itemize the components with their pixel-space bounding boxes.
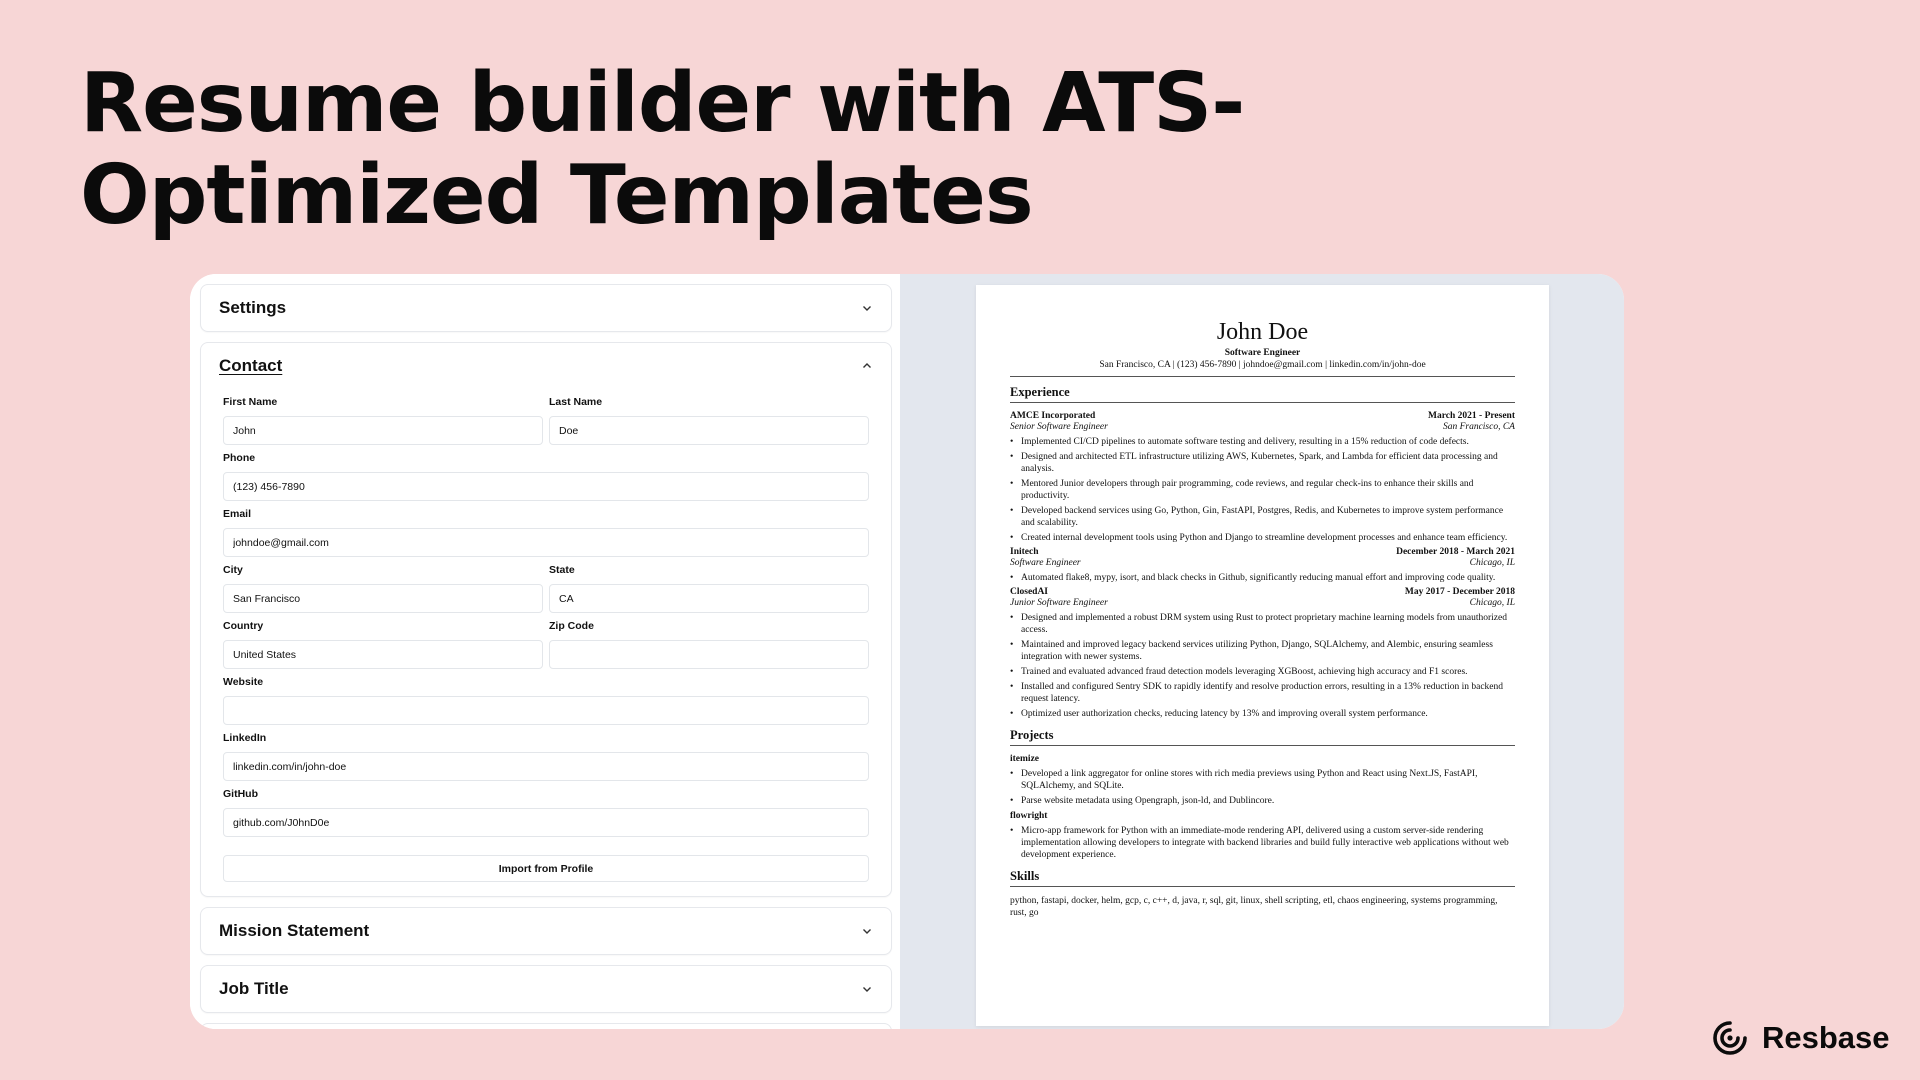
resume-bullet (1010, 666, 1515, 678)
experience-heading: Experience (1010, 385, 1070, 399)
resume-name: John Doe (1216, 319, 1309, 345)
resume-bullet (1010, 768, 1515, 792)
bullet-text: Designed and architected ETL infrastructure utilizing AWS, Kubernetes, Spark, and Lambda for efficient data processing and analysis. (1021, 452, 1498, 474)
zip-code-input[interactable] (549, 640, 869, 669)
bullet-text: Created internal development tools using Python and Django to streamline development processes and enhance team efficiency. (1021, 533, 1508, 543)
email-input[interactable] (223, 528, 869, 557)
job-title-section (200, 965, 892, 1013)
city-input[interactable] (223, 584, 543, 613)
experience-list (1010, 411, 1515, 720)
bullet-icon: • (1010, 796, 1014, 806)
resume-bullet (1010, 708, 1515, 720)
projects-list (1010, 754, 1515, 861)
bullet-icon: • (1010, 506, 1014, 516)
linkedin-label: LinkedIn (223, 732, 267, 744)
contact-section-header[interactable] (201, 343, 891, 389)
bullet-icon: • (1010, 709, 1014, 719)
resume-bullet (1010, 505, 1515, 529)
country-input[interactable] (223, 640, 543, 669)
import-from-profile-button[interactable]: Import from Profile (223, 855, 869, 882)
resume-bullet (1010, 532, 1515, 544)
resbase-logo-icon (1712, 1020, 1748, 1056)
job-dates: December 2018 - March 2021 (1396, 547, 1515, 557)
bullet-icon: • (1010, 667, 1014, 677)
city-label: City (223, 564, 243, 576)
bullet-text: Automated flake8, mypy, isort, and black checks in Github, significantly reducing manual effort and improving code quality. (1021, 573, 1496, 583)
skills-heading: Skills (1010, 869, 1040, 883)
last-name-label: Last Name (549, 396, 603, 408)
bullet-icon: • (1010, 769, 1014, 779)
bullet-icon: • (1010, 479, 1014, 489)
bullet-text: Developed backend services using Go, Python, Gin, FastAPI, Postgres, Redis, and Kubernetes to improve system performance and scalability. (1021, 506, 1504, 528)
state-label: State (549, 564, 575, 576)
settings-section (200, 284, 892, 332)
projects-heading: Projects (1010, 728, 1054, 742)
bullet-icon: • (1010, 573, 1014, 583)
bullet-text: Mentored Junior developers through pair programming, code reviews, and regular check-ins to enhance their skills and productivity. (1021, 479, 1474, 501)
chevron-down-icon (859, 981, 875, 997)
country-label: Country (223, 620, 264, 632)
job-subheader (1010, 558, 1515, 569)
bullet-icon: • (1010, 826, 1014, 836)
resume-bullet (1010, 572, 1515, 584)
skills-text: python, fastapi, docker, helm, gcp, c, c++, d, java, r, sql, git, linux, shell scripting, etl, chaos engineering, systems programming, rust, go (1010, 896, 1498, 918)
settings-section-title: Settings (219, 298, 287, 317)
project-name: itemize (1010, 754, 1040, 764)
job-dates: March 2021 - Present (1428, 411, 1515, 421)
bullet-text: Developed a link aggregator for online stores with rich media previews using Python and React using Next.JS, FastAPI, SQLAlchemy, and SQLite. (1021, 769, 1478, 791)
resume-bullet (1010, 478, 1515, 502)
website-label: Website (223, 676, 264, 688)
job-role: Software Engineer (1010, 558, 1081, 568)
bullet-text: Designed and implemented a robust DRM system using Rust to protect proprietary machine learning models from unauthorized access. (1021, 613, 1507, 635)
chevron-down-icon (859, 300, 875, 316)
resume-bullet (1010, 436, 1515, 448)
phone-label: Phone (223, 452, 256, 464)
job-location: Chicago, IL (1469, 558, 1515, 568)
bullet-text: Optimized user authorization checks, reducing latency by 13% and improving overall system performance. (1021, 709, 1428, 719)
job-header (1010, 411, 1515, 422)
last-name-input[interactable] (549, 416, 869, 445)
bullet-text: Installed and configured Sentry SDK to rapidly identify and resolve production errors, resulting in a 13% reduction in backend request latency. (1021, 682, 1503, 704)
job-company: ClosedAI (1010, 587, 1049, 597)
app-window (190, 274, 1624, 1029)
brand-name: Resbase (1762, 1020, 1890, 1055)
job-company: AMCE Incorporated (1010, 411, 1096, 421)
github-input[interactable] (223, 808, 869, 837)
resume-bullet (1010, 451, 1515, 475)
job-company: Initech (1010, 547, 1039, 557)
contact-form (201, 389, 891, 896)
divider (1010, 886, 1515, 887)
github-label: GitHub (223, 788, 258, 800)
website-input[interactable] (223, 696, 869, 725)
job-location: Chicago, IL (1469, 598, 1515, 608)
phone-input[interactable] (223, 472, 869, 501)
bullet-icon: • (1010, 613, 1014, 623)
job-role: Senior Software Engineer (1010, 422, 1108, 432)
chevron-up-icon (859, 358, 875, 374)
resume-bullet (1010, 639, 1515, 663)
bullet-text: Implemented CI/CD pipelines to automate software testing and delivery, resulting in a 15% reduction of code defects. (1021, 437, 1469, 447)
zip-code-label: Zip Code (549, 620, 594, 632)
job-header (1010, 587, 1515, 598)
job-location: San Francisco, CA (1442, 422, 1515, 432)
job-subheader (1010, 422, 1515, 433)
state-input[interactable] (549, 584, 869, 613)
project-name: flowright (1010, 811, 1048, 821)
bullet-text: Trained and evaluated advanced fraud detection models leveraging XGBoost, achieving high accuracy and F1 scores. (1021, 667, 1468, 677)
contact-section (200, 342, 892, 897)
settings-section-header[interactable] (201, 285, 891, 331)
first-name-label: First Name (223, 396, 278, 408)
divider (1010, 402, 1515, 403)
hero-headline: Resume builder with ATS-Optimized Templates (80, 56, 1245, 243)
resume-preview-pane (900, 274, 1624, 1029)
resume-editor-panel (190, 274, 900, 1029)
divider (1010, 376, 1515, 377)
job-subheader (1010, 598, 1515, 609)
contact-section-title: Contact (219, 356, 283, 375)
resume-bullet (1010, 825, 1515, 861)
job-header (1010, 547, 1515, 558)
resume-bullet (1010, 795, 1515, 807)
bullet-icon: • (1010, 452, 1014, 462)
bullet-text: Parse website metadata using Opengraph, json-ld, and Dublincore. (1021, 796, 1275, 806)
bullet-icon: • (1010, 682, 1014, 692)
brand-logo (1712, 1020, 1890, 1056)
job-dates: May 2017 - December 2018 (1404, 587, 1515, 597)
mission-statement-section-header[interactable] (201, 908, 891, 954)
bullet-text: Maintained and improved legacy backend services utilizing Python, Django, SQLAlchemy, and Alembic, ensuring seamless integration with newer systems. (1021, 640, 1493, 662)
mission-statement-section-title: Mission Statement (219, 921, 370, 940)
bullet-icon: • (1010, 437, 1014, 447)
resume-contact-line: San Francisco, CA | (123) 456-7890 | johndoe@gmail.com | linkedin.com/in/john-doe (1099, 360, 1426, 370)
mission-statement-section (200, 907, 892, 955)
chevron-down-icon (859, 923, 875, 939)
next-section-card (200, 1023, 892, 1029)
resume-bullet (1010, 681, 1515, 705)
divider (1010, 745, 1515, 746)
job-title-section-header[interactable] (201, 966, 891, 1012)
linkedin-input[interactable] (223, 752, 869, 781)
resume-title: Software Engineer (1224, 348, 1301, 358)
bullet-text: Micro-app framework for Python with an immediate-mode rendering API, delivered using a custom server-side rendering implementation allowing developers to integrate with backend libraries and build fully interactive web applications without web development experience. (1021, 826, 1509, 860)
job-role: Junior Software Engineer (1010, 598, 1108, 608)
email-label: Email (223, 508, 252, 520)
job-title-section-title: Job Title (219, 979, 289, 998)
resume-document (976, 285, 1549, 1026)
resume-bullet (1010, 612, 1515, 636)
first-name-input[interactable] (223, 416, 543, 445)
bullet-icon: • (1010, 640, 1014, 650)
bullet-icon: • (1010, 533, 1014, 543)
